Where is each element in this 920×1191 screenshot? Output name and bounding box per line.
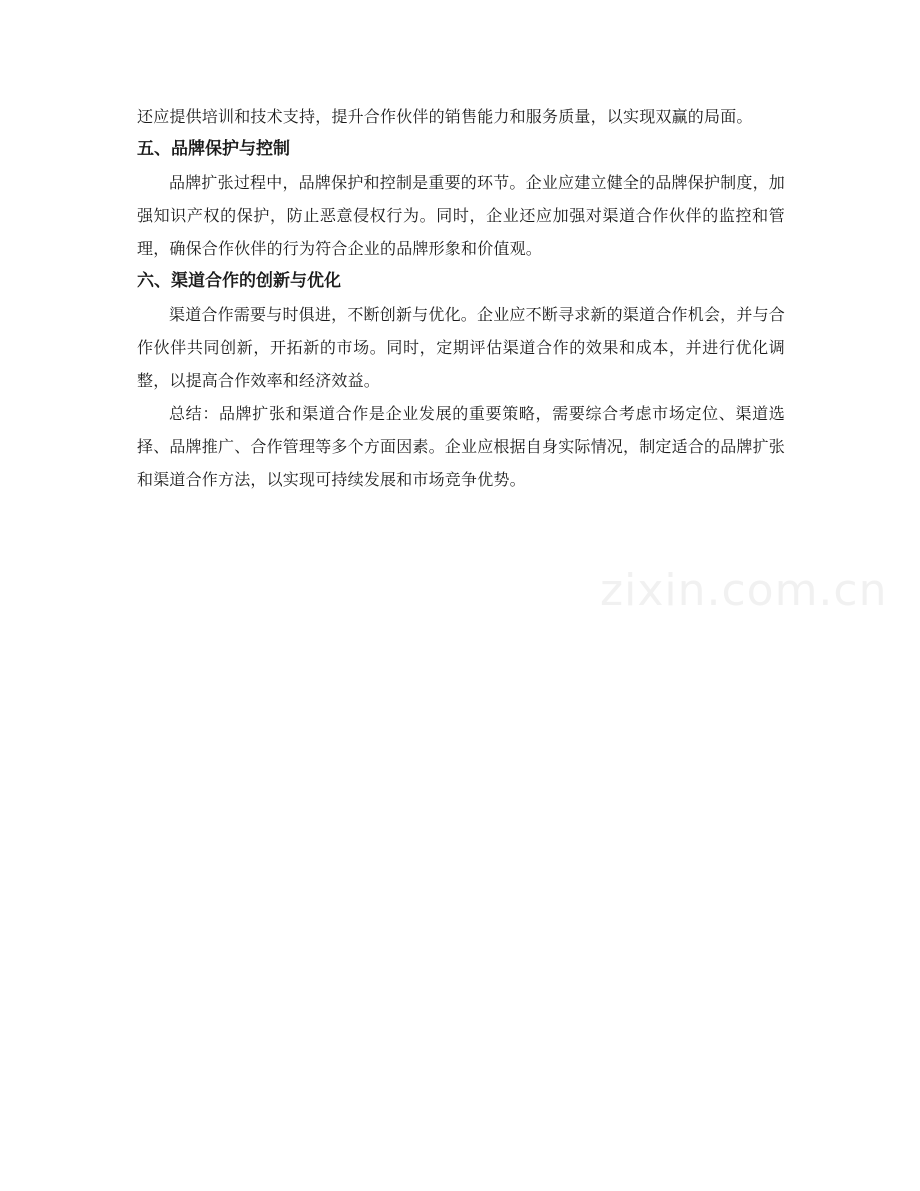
section-6-paragraph: 渠道合作需要与时俱进，不断创新与优化。企业应不断寻求新的渠道合作机会，并与合作伙伴共同创新，开拓新的市场。同时，定期评估渠道合作的效果和成本，并进行优化调整，以提高合作效率和经济效益。 xyxy=(137,305,785,390)
watermark-text: zixin.com.cn xyxy=(600,565,888,616)
intro-continuation-paragraph: 还应提供培训和技术支持，提升合作伙伴的销售能力和服务质量，以实现双赢的局面。 xyxy=(137,107,753,126)
section-5-paragraph: 品牌扩张过程中，品牌保护和控制是重要的环节。企业应建立健全的品牌保护制度，加强知识产权的保护，防止恶意侵权行为。同时，企业还应加强对渠道合作伙伴的监控和管理，确保合作伙伴的行为符合企业的品牌形象和价值观。 xyxy=(137,173,785,258)
summary-paragraph: 总结：品牌扩张和渠道合作是企业发展的重要策略，需要综合考虑市场定位、渠道选择、品牌推广、合作管理等多个方面因素。企业应根据自身实际情况，制定适合的品牌扩张和渠道合作方法，以实现可持续发展和市场竞争优势。 xyxy=(137,404,786,489)
document-body xyxy=(137,100,785,496)
section-6-heading: 六、渠道合作的创新与优化 xyxy=(137,271,341,291)
section-5-heading: 五、品牌保护与控制 xyxy=(137,139,290,159)
